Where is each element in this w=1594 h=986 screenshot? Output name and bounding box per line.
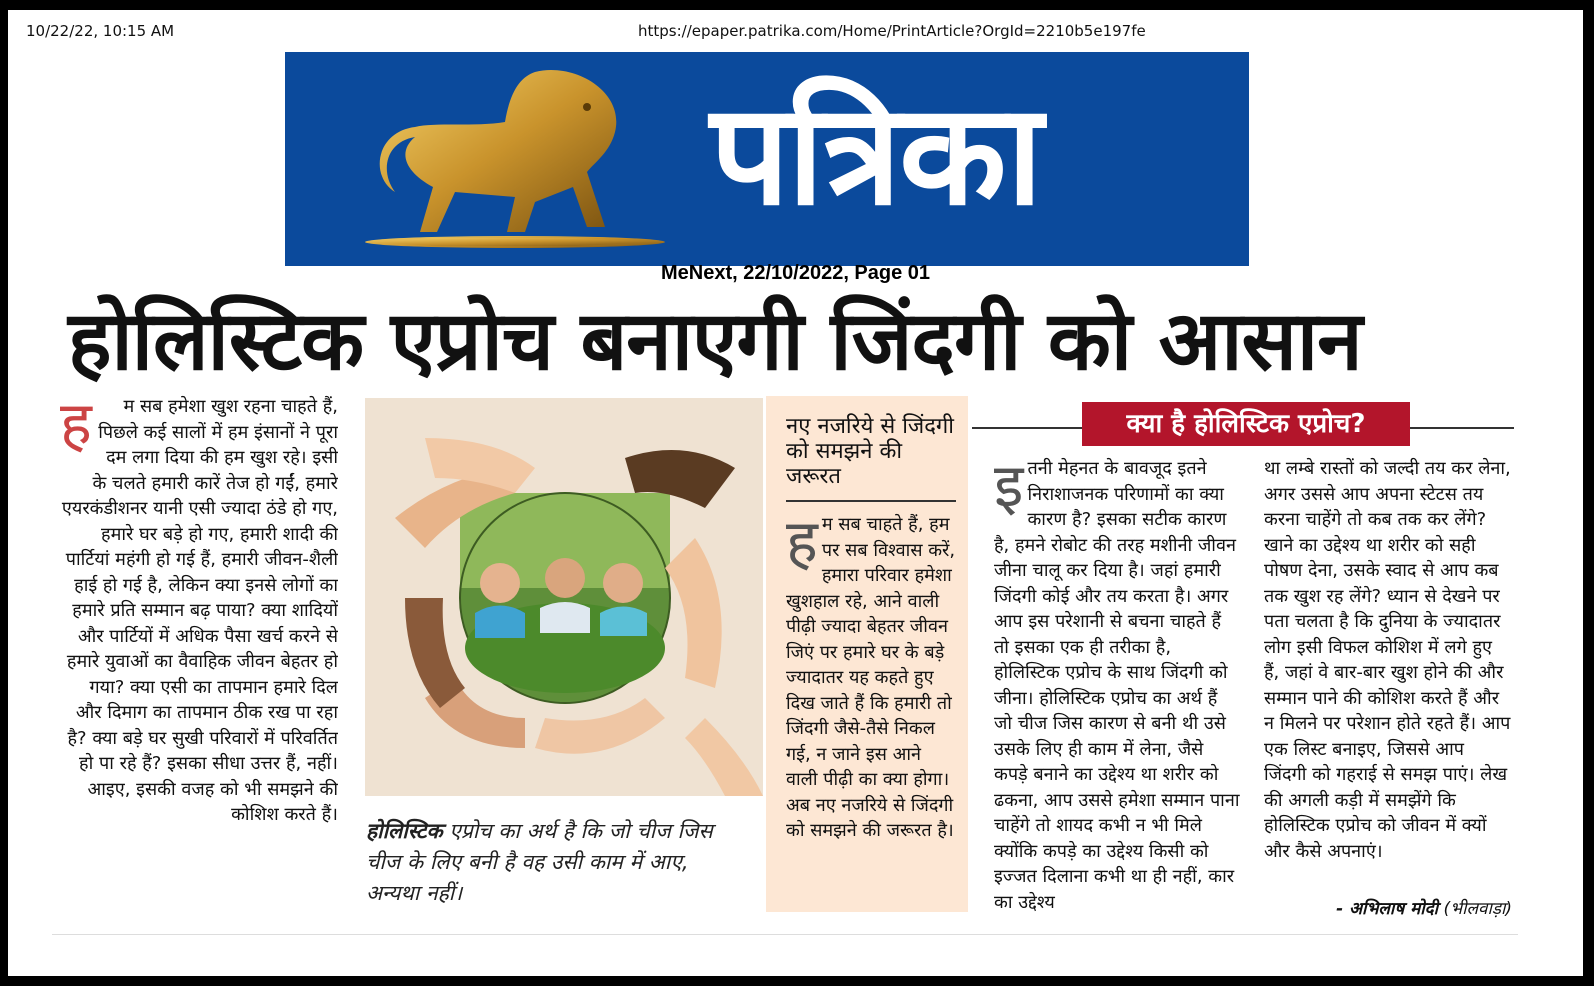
caption-lead: होलिस्टिक [366, 819, 443, 843]
print-url[interactable]: https://epaper.patrika.com/Home/PrintArticle?OrgId=2210b5e197fe [638, 22, 1146, 40]
masthead-banner [285, 52, 1249, 266]
sidebar-text: म सब चाहते हैं, हम पर सब विश्वास करें, हमारा परिवार हमेशा खुशहाल रहे, आने वाली पीढ़ी ज्यादा बेहतर जीवन जिएं पर हमारे घर के बड़े ज्यादातर यह कहते हुए दिख जाते हैं कि हमारी तो जिंदगी जैसे-तैसे निकल गई, न जाने इस आने वाली पीढ़ी का क्या होगा। अब नए नजरिये से जिंदगी को समझने की जरूरत है। [786, 514, 956, 841]
print-page [8, 10, 1583, 976]
photo-caption [366, 816, 746, 916]
print-datetime: 10/22/22, 10:15 AM [26, 22, 175, 40]
caption-text: एप्रोच का अर्थ है कि जो चीज जिस चीज के लिए बनी है वह उसी काम में आए, अन्यथा नहीं। [366, 819, 713, 905]
edition-text: MeNext, 22/10/2022, Page 01 [660, 262, 931, 284]
right-column-text: था लम्बे रास्तों को जल्दी तय कर लेना, अगर उससे आप अपना स्टेटस तय करना चाहेंगे तो कब तक कर लेंगे? खाने का उद्देश्य था शरीर को सही पोषण देना, उसके स्वाद से आप कब तक खुश रह लेंगे? ध्यान से देखने पर पता चलता है कि दुनिया के ज्यादातर लोग इसी विफल कोशिश में लगे हुए हैं, जहां वे बार-बार खुश होने की और सम्मान पाने की कोशिश करते हैं और न मिलने पर परेशान होते रहते हैं। आप एक लिस्ट बनाइए, जिससे आप जिंदगी को गहराई से समझ पाएं। लेख की अगली कड़ी में समझेंगे कि होलिस्टिक एप्रोच को जीवन में क्यों और कैसे अपनाएं। [1264, 458, 1511, 862]
middle-column [994, 456, 1240, 922]
brand-wordmark: पत्रिका [710, 73, 1041, 237]
sidebar-box [766, 396, 968, 912]
sidebar-dropcap: ह [786, 512, 818, 577]
edition-line [8, 262, 1583, 285]
byline-place: (भीलवाड़ा) [1443, 899, 1512, 919]
footer-divider [52, 934, 1518, 935]
sidebar-body [786, 512, 958, 912]
article-photo [365, 398, 763, 796]
left-column [60, 394, 338, 914]
left-column-text: म सब हमेशा खुश रहना चाहते हैं, पिछले कई सालों में हम इंसानों ने पूरा दम लगा दिया की हम खुश रहे। इसी के चलते हमारी कारें तेज हो गईं, हमारे एयरकंडीशनर यानी एसी ज्यादा ठंडे हो गए, हमारे घर बड़े हो गए, हमारी शादी की पार्टियां महंगी हो गई हैं, हमारी जीवन-शैली हाई हो गई है, लेकिन क्या इनसे लोगों का हमारे प्रति सम्मान बढ़ पाया? क्या शादियों और पार्टियों में अधिक पैसा खर्च करने से हमारे युवाओं का वैवाहिक जीवन बेहतर हो गया? क्या एसी का तापमान हमारे दिल और दिमाग का तापमान ठीक रख पा रहा है? क्या बड़े घर सुखी परिवारों में परिवर्तित हो पा रहे हैं? इसका सीधा उत्तर हैं, नहीं। आइए, इसकी वजह को भी समझने की कोशिश करते हैं। [61, 396, 338, 825]
article-headline: होलिस्टिक एप्रोच बनाएगी जिंदगी को आसान [68, 294, 1362, 389]
golden-lion-logo-icon [325, 52, 685, 266]
byline [1264, 896, 1512, 919]
middle-dropcap: इ [994, 456, 1024, 521]
byline-author: - अभिलाष मोदी [1336, 899, 1439, 919]
hands-circle-children-photo-icon [365, 398, 763, 796]
sidebar-divider [786, 500, 956, 502]
right-column [1264, 456, 1512, 922]
sidebar-title: नए नजरिये से जिंदगी को समझने की जरूरत [786, 414, 955, 489]
middle-column-text: तनी मेहनत के बावजूद इतने निराशाजनक परिणामों का क्या कारण है? इसका सटीक कारण है, हमने रोबोट की तरह मशीनी जीवन जीना चालू कर दिया है। जहां हमारी जिंदगी कोई और तय करता है। अगर आप इस परेशानी से बचना चाहते हैं तो इसका एक ही तरीका है, होलिस्टिक एप्रोच के साथ जिंदगी को जीना। होलिस्टिक एप्रोच का अर्थ हैं जो चीज जिस कारण से बनी थी उसे उसके लिए ही काम में लेना, जैसे कपड़े बनाने का उद्देश्य था शरीर को ढकना, आप उससे हमेशा सम्मान पाना चाहेंगे तो शायद कभी न भी मिले क्योंकि कपड़े का उद्देश्य किसी को इज्जत दिलाना कभी था ही नहीं, कार का उद्देश्य [994, 458, 1240, 913]
left-dropcap: ह [60, 394, 92, 459]
section-badge: क्या है होलिस्टिक एप्रोच? [1082, 402, 1410, 446]
